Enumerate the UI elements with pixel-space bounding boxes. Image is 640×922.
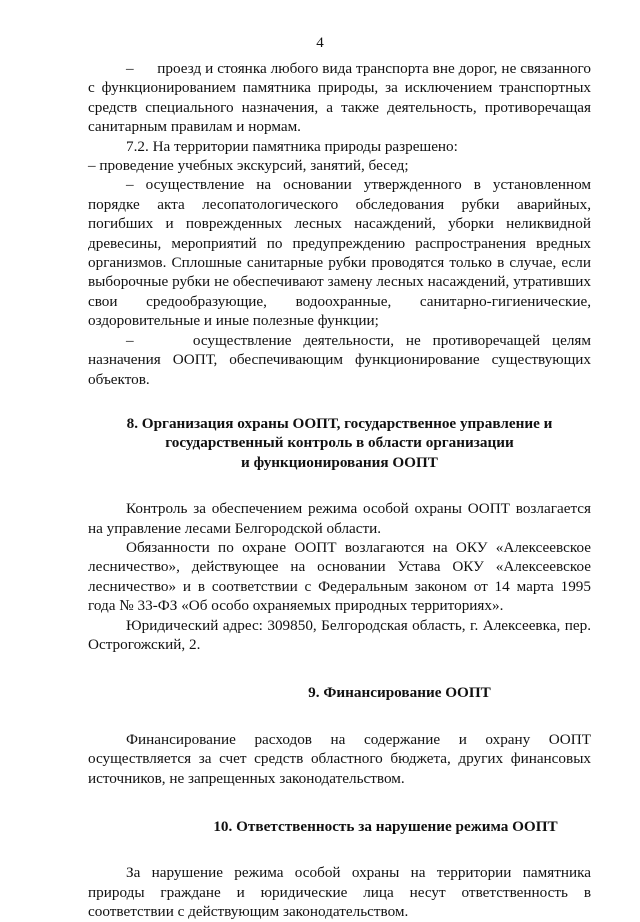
document-body [88, 59, 591, 922]
section-8-heading-line-1: 8. Организация охраны ООПТ, государственное управление и [126, 414, 553, 432]
section-8-paragraph-address: Юридический адрес: 309850, Белгородская область, г. Алексеевка, пер. Острогожский, 2. [88, 616, 591, 653]
section-10-paragraph-liability: За нарушение режима особой охраны на территории памятника природы граждане и юридические лица несут ответственность в соответствии с действующим законодательством. [88, 864, 591, 921]
section-8-paragraph-duties: Обязанности по охране ООПТ возлагаются на ОКУ «Алексеевское лесничество», действующее на основании Устава ОКУ «Алексеевское лесничество» и в соответствии с Федеральным законом от 14 марта 1995 года № 33-ФЗ «Об особо охраняемых природных территориях». [88, 538, 591, 615]
section-8-heading-line-2: государственный контроль в области организации [165, 434, 514, 452]
list-item-sanitary-felling: – осуществление на основании утвержденного в установленном порядке акта лесопатологического обследования рубки аварийных, погибших и поврежденных лесных насаждений, уборки неликвидной древесины, мероприятий по предупреждению распространения вредных организмов. Сплошные санитарные рубки проводятся только в случае, если выборочные рубки не обеспечивают замену лесных насаждений, утративших свои средообразующие, водоохранные, санитарно-гигиенические, оздоровительные и иные полезные функции; [88, 176, 591, 330]
section-9-heading: 9. Финансирование ООПТ [308, 684, 491, 702]
list-item-activities: – осуществление деятельности, не противоречащей целям назначения ООПТ, обеспечивающим функционирование существующих объектов. [88, 331, 591, 388]
paragraph-allowed-intro: 7.2. На территории памятника природы разрешено: [126, 137, 458, 155]
paragraph-prohibition-transport: – проезд и стоянка любого вида транспорта вне дорог, не связанного с функционированием памятника природы, за исключением транспортных средств специального назначения, а также деятельность, противоречащая санитарным правилам и нормам. [88, 60, 591, 136]
section-8-heading [88, 414, 591, 472]
section-8-heading-line-3: и функционирования ООПТ [241, 453, 438, 471]
list-item-excursions: – проведение учебных экскурсий, занятий, бесед; [88, 157, 409, 175]
section-9-paragraph-financing: Финансирование расходов на содержание и охрану ООПТ осуществляется за счет средств областного бюджета, других финансовых источников, не запрещенных законодательством. [88, 730, 591, 787]
section-8-paragraph-control: Контроль за обеспечением режима особой охраны ООПТ возлагается на управление лесами Белгородской области. [88, 500, 591, 537]
page-number: 4 [316, 35, 324, 51]
section-10-heading: 10. Ответственность за нарушение режима ООПТ [213, 818, 558, 835]
